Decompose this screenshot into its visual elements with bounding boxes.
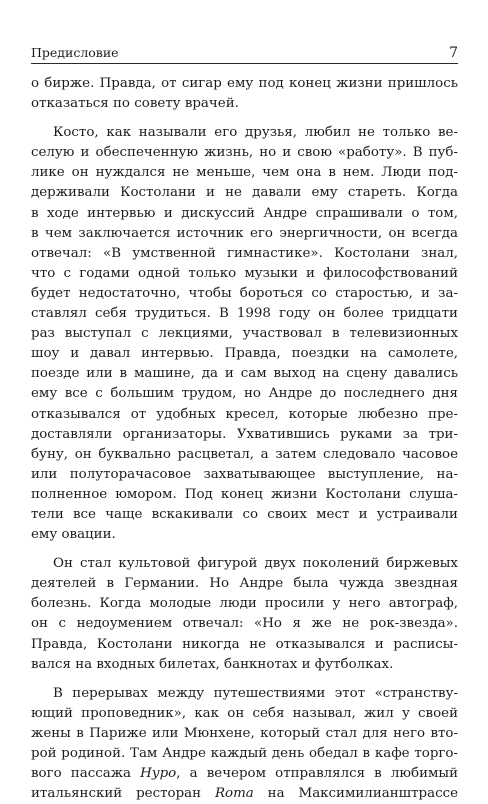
- text-line: ему все с большим трудом, но Андре до последнего дня: [31, 386, 458, 402]
- paragraph: [31, 123, 458, 545]
- text-line: что с годами одной только музыки и философствований: [31, 265, 458, 281]
- text-line: отказаться по совету врачей.: [31, 96, 239, 112]
- text-line: лике он нуждался не меньше, чем она в нем. Люди под-: [31, 165, 458, 181]
- text-line: вого пассажа Нуро, а вечером отправлялся в любимый: [31, 766, 458, 782]
- text-line: полненное юмором. Под конец жизни Костолани слуша-: [31, 486, 458, 502]
- text-line: селую и обеспеченную жизнь, но и свою «работу». В пуб-: [31, 145, 458, 161]
- text-line: или полуторачасовое захватывающее выступление, на-: [31, 466, 458, 482]
- text-line: ставлял себя трудиться. В 1998 году он более тридцати: [31, 306, 458, 322]
- text-line: он с недоумением отвечал: «Но я же не рок-звезда».: [31, 616, 458, 632]
- text-line: деятелей в Германии. Но Андре была чужда звездная: [31, 576, 458, 592]
- paragraph-gap: [31, 545, 458, 554]
- text-line: вался на входных билетах, банкнотах и футболках.: [31, 656, 394, 672]
- text-line: ющий проповедник», как он себя называл, жил у своей: [31, 705, 458, 721]
- text-line: держивали Костолани и не давали ему стареть. Когда: [31, 185, 458, 201]
- book-page: [31, 44, 458, 804]
- section-title: Предисловие: [31, 45, 119, 60]
- page-number: 7: [449, 45, 458, 61]
- text-line: о бирже. Правда, от сигар ему под конец жизни пришлось: [31, 76, 458, 91]
- text-line: Косто, как называли его друзья, любил не только ве-: [53, 125, 458, 141]
- paragraph: [31, 684, 458, 804]
- text-line: жены в Париже или Мюнхене, который стал для него вто-: [31, 725, 458, 741]
- text-line: рой родиной. Там Андре каждый день обедал в кафе торго-: [31, 746, 458, 761]
- text-line: в ходе интервью и дискуссий Андре спрашивали о том,: [31, 205, 458, 221]
- text-line: тели все чаще вскакивали со своих мест и устраивали: [31, 506, 458, 522]
- paragraph: [31, 74, 458, 114]
- text-line: доставляли организаторы. Ухватившись руками за три-: [31, 426, 458, 442]
- text-line: Правда, Костолани никогда не отказывался и расписы-: [31, 636, 458, 652]
- text-line: будет недостаточно, чтобы бороться со старостью, и за-: [31, 285, 458, 301]
- text-line: ему овации.: [31, 527, 116, 543]
- body-text: [31, 74, 458, 804]
- text-line: отказывался от удобных кресел, которые любезно пре-: [31, 406, 458, 422]
- text-line: В перерывах между путешествиями этот «странству-: [53, 685, 458, 701]
- text-line: раз выступал с лекциями, участвовал в телевизионных: [31, 326, 458, 342]
- text-line: в чем заключается источник его энергичности, он всегда: [31, 225, 458, 241]
- text-line: Он стал культовой фигурой двух поколений биржевых: [53, 556, 458, 572]
- paragraph-gap: [31, 675, 458, 684]
- text-line: шоу и давал интервью. Правда, поездки на самолете,: [31, 346, 458, 362]
- running-head: [31, 44, 458, 64]
- text-line: болезнь. Когда молодые люди просили у него автограф,: [31, 596, 458, 612]
- text-line: буну, он буквально расцветал, а затем следовало часовое: [31, 446, 458, 462]
- italic-name: Roma: [214, 786, 254, 802]
- text-line: итальянский ресторан Roma на Максимилианштрассе: [31, 786, 458, 802]
- paragraph-gap: [31, 114, 458, 123]
- italic-name: Нуро: [140, 766, 177, 782]
- text-line: поезде или в машине, да и сам выход на сцену давались: [31, 366, 458, 382]
- paragraph: [31, 554, 458, 675]
- text-line: отвечал: «В умственной гимнастике». Костолани знал,: [31, 245, 458, 261]
